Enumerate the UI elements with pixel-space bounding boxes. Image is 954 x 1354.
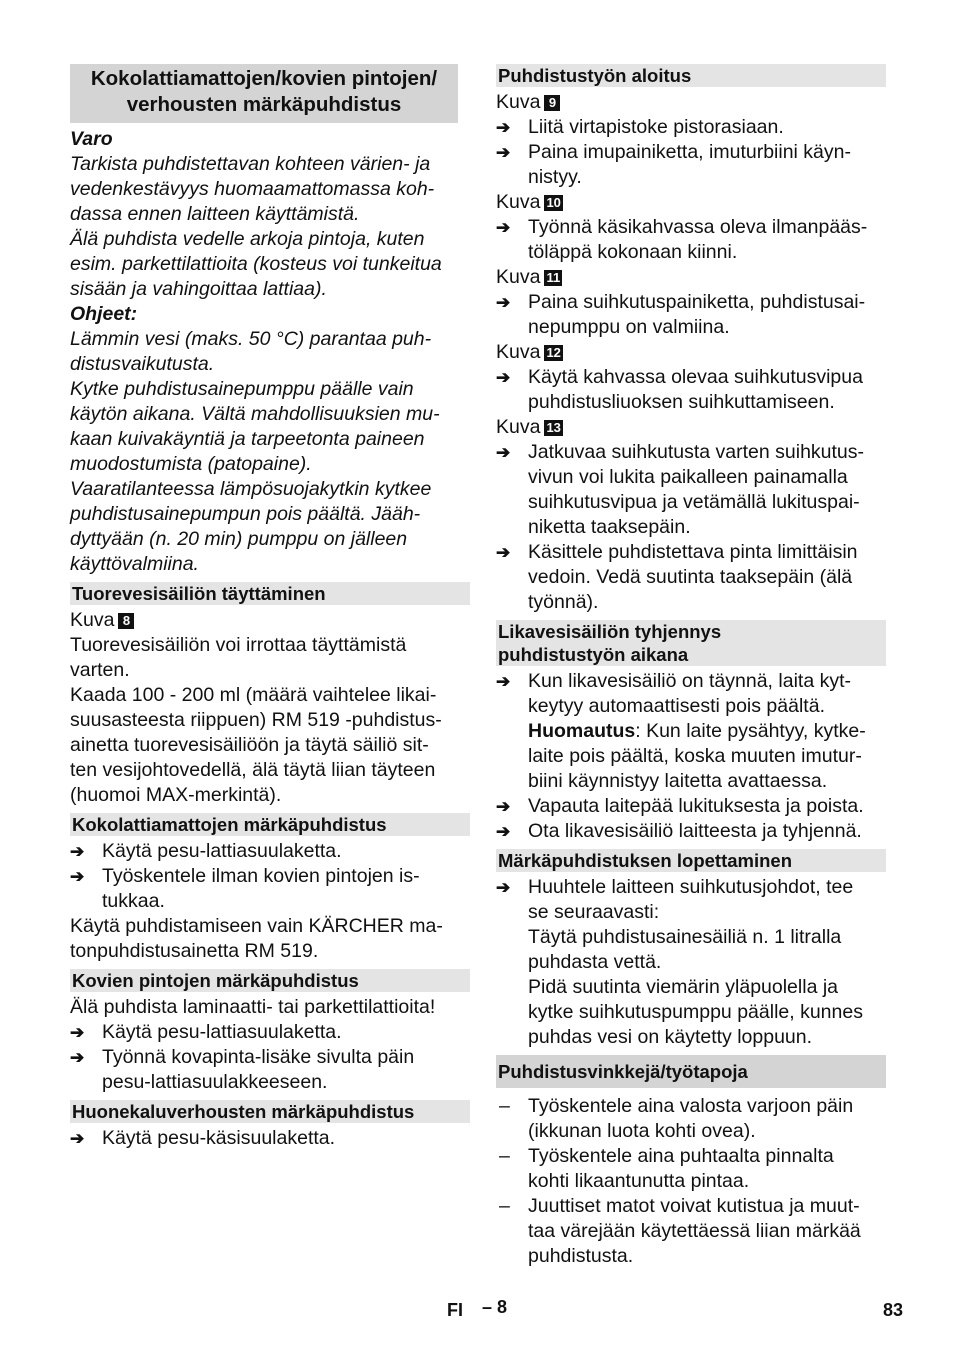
- notes-text: Lämmin vesi (maks. 50 °C) parantaa puh- distusvaikutusta. Kytke puhdistusainepumppu päälle vain käytön aikana. Vältä mahdollisuuksien mu- kaan kuivakäyntiä ja tarpeetonta paineen muodostumista (patopaine). Vaaratilanteessa lämpösuojakytkin kytkee puhdistusainepumpun pois päältä. Jääh- dyttyään (n. 20 min) pumppu on jälleen käyttövalmiina.: [70, 328, 440, 575]
- note-label: Huomautus: [528, 720, 636, 742]
- arrow-right-icon: ➔: [496, 118, 511, 137]
- figure-reference: Kuva 10: [496, 191, 561, 213]
- warning-text: Tarkista puhdistettavan kohteen värien- ja vedenkestävyys huomaamattomassa koh- dassa ennen laitteen käyttämistä. Älä puhdista vedelle arkoja pintoja, kuten esim. parkettilattioita (kosteus voi tunkeitua sisään ja vahingoittaa lattiaa).: [70, 153, 442, 300]
- figure-number: 12: [546, 345, 561, 360]
- arrow-right-icon: ➔: [496, 878, 511, 897]
- right-column: [496, 64, 886, 1269]
- left-column: [70, 64, 458, 1151]
- warning-label: Varo: [70, 128, 113, 150]
- list-item: ➔ Käytä pesu-lattiasuulaketta.: [70, 1021, 342, 1043]
- section-heading-fresh-water-tank: Tuorevesisäiliön täyttäminen: [70, 582, 470, 605]
- arrow-right-icon: ➔: [496, 672, 511, 691]
- list-item: ➔ Ota likavesisäiliö laitteesta ja tyhjennä.: [496, 820, 862, 842]
- arrow-right-icon: ➔: [496, 293, 511, 312]
- arrow-right-icon: ➔: [70, 867, 85, 886]
- section-heading-hard-floor-cleaning: Kovien pintojen märkäpuhdistus: [70, 969, 470, 992]
- arrow-right-icon: ➔: [496, 797, 511, 816]
- arrow-right-icon: ➔: [70, 1129, 85, 1148]
- figure-number: 10: [546, 195, 561, 210]
- arrow-right-icon: ➔: [70, 1023, 85, 1042]
- section-heading-upholstery-cleaning: Huonekaluverhousten märkäpuhdistus: [70, 1100, 470, 1123]
- hard-floor-text: Älä puhdista laminaatti- tai parkettilattioita!: [70, 996, 436, 1018]
- arrow-right-icon: ➔: [496, 443, 511, 462]
- figure-reference: Kuva 8: [70, 608, 458, 633]
- figure-number: 11: [546, 270, 561, 285]
- list-item: ➔ Käsittele puhdistettava pinta limittäisin vedoin. Vedä suutinta taaksepäin (älä työnnä).: [496, 541, 858, 613]
- main-heading: Kokolattiamattojen/kovien pintojen/ verhousten märkäpuhdistus: [70, 64, 458, 123]
- list-item: ➔ Vapauta laitepää lukituksesta ja poista.: [496, 795, 864, 817]
- figure-reference: Kuva 11: [496, 266, 561, 288]
- list-item: ➔ Huuhtele laitteen suihkutusjohdot, tee se seuraavasti: Täytä puhdistusainesäiliä n. 1 litralla puhdasta vettä. Pidä suutinta viemärin yläpuolella ja kytke suihkutuspumppu päälle, kunnes puhdas vesi on käytetty loppuun.: [496, 876, 863, 1048]
- arrow-right-icon: ➔: [496, 543, 511, 562]
- arrow-right-icon: ➔: [496, 218, 511, 237]
- list-item: ➔ Käytä pesu-käsisuulaketta.: [70, 1127, 336, 1149]
- figure-reference: Kuva 9: [496, 90, 886, 115]
- section-heading-start-cleaning: Puhdistustyön aloitus: [496, 64, 886, 87]
- list-item: – Työskentele aina puhtaalta pinnalta kohti likaantunutta pintaa.: [496, 1144, 886, 1194]
- dash-icon: –: [499, 1145, 510, 1167]
- arrow-right-icon: ➔: [70, 842, 85, 861]
- arrow-right-icon: ➔: [70, 1048, 85, 1067]
- list-item: ➔ Paina imupainiketta, imuturbiini käyn- nistyy.: [496, 141, 851, 188]
- list-item: ➔ Kun likavesisäiliö on täynnä, laita kyt- keytyy automaattisesti pois päältä. Huomautus: Kun laite pysähtyy, kytke- laite pois päältä, koska muuten imutur- biini käynnistyy laitetta avattaessa.: [496, 670, 866, 792]
- arrow-right-icon: ➔: [496, 143, 511, 162]
- fresh-water-text: Tuorevesisäiliön voi irrottaa täyttämistä varten. Kaada 100 - 200 ml (määrä vaihtelee likai- suusasteesta riippuen) RM 519 -puhdistus- ainetta tuorevesisäiliöön ja täytä säiliö sit- ten vesijohtovedellä, älä täytä liian täyteen (huomoi MAX-merkintä).: [70, 634, 442, 806]
- list-item: – Juuttiset matot voivat kutistua ja muut- taa värejään käytettäessä liian märkää puhdistusta.: [496, 1194, 886, 1269]
- list-item: ➔ Liitä virtapistoke pistorasiaan.: [496, 116, 784, 138]
- dash-icon: –: [499, 1095, 510, 1117]
- section-heading-empty-dirty-water: Likavesisäiliön tyhjennys puhdistustyön aikana: [496, 620, 886, 666]
- list-item: ➔ Käytä kahvassa olevaa suihkutusvipua puhdistusliuoksen suihkuttamiseen.: [496, 366, 863, 413]
- section-heading-carpet-cleaning: Kokolattiamattojen märkäpuhdistus: [70, 813, 470, 836]
- figure-reference: Kuva 13: [496, 416, 561, 438]
- list-item: ➔ Paina suihkutuspainiketta, puhdistusai- nepumppu on valmiina.: [496, 291, 866, 338]
- section-heading-finish-cleaning: Märkäpuhdistuksen lopettaminen: [496, 849, 886, 872]
- list-item: ➔ Työskentele ilman kovien pintojen is- tukkaa.: [70, 865, 420, 912]
- list-item: ➔ Käytä pesu-lattiasuulaketta.: [70, 840, 342, 862]
- figure-number: 9: [544, 95, 560, 111]
- footer-language: FI: [447, 1300, 463, 1320]
- section-heading-cleaning-tips: Puhdistusvinkkejä/työtapoja: [496, 1055, 886, 1088]
- footer-page-number: 83: [883, 1300, 904, 1320]
- list-item: ➔ Jatkuvaa suihkutusta varten suihkutus- vivun voi lukita paikalleen painamalla suihkutusvipua ja vetämällä lukituspai- niketta taaksepäin.: [496, 441, 865, 538]
- figure-number: 8: [118, 613, 134, 629]
- figure-reference: Kuva 12: [496, 341, 561, 363]
- list-item: ➔ Työnnä kovapinta-lisäke sivulta päin pesu-lattiasuulakkeeseen.: [70, 1046, 415, 1093]
- figure-number: 13: [546, 420, 561, 435]
- arrow-right-icon: ➔: [496, 368, 511, 387]
- list-item: ➔ Työnnä käsikahvassa oleva ilmanpääs- töläppä kokonaan kiinni.: [496, 216, 868, 263]
- notes-label: Ohjeet:: [70, 303, 138, 325]
- dash-icon: –: [499, 1195, 510, 1217]
- carpet-cleaning-text: Käytä puhdistamiseen vain KÄRCHER ma- tonpuhdistusainetta RM 519.: [70, 915, 443, 962]
- list-item: – Työskentele aina valosta varjoon päin (ikkunan luota kohti ovea).: [496, 1094, 886, 1144]
- arrow-right-icon: ➔: [496, 822, 511, 841]
- footer-section-number: – 8: [482, 1297, 508, 1317]
